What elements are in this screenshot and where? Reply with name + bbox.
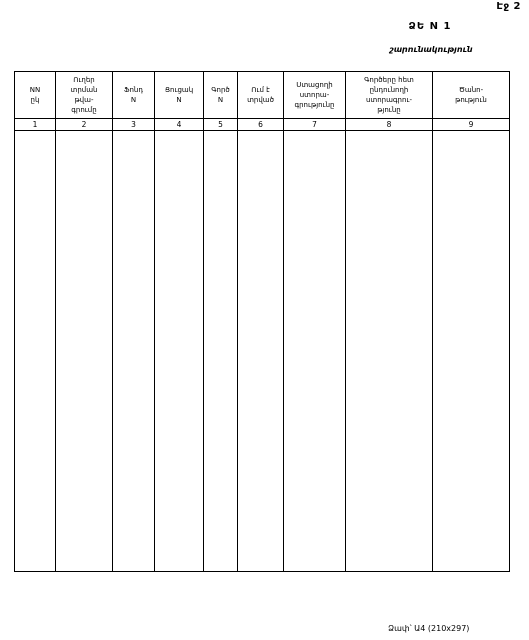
form-subtitle: շարունակություն <box>389 45 473 54</box>
column-header-issued-to: Ում է տրված <box>247 86 274 104</box>
column-header-file-number: Գործ N <box>211 86 230 104</box>
column-number: 8 <box>386 119 392 129</box>
column-number: 9 <box>468 119 474 129</box>
column-header-note: Ծանո- թություն <box>455 86 487 104</box>
column-number: 6 <box>258 119 263 129</box>
register-table <box>14 71 510 572</box>
column-header-recipient-signature: Ստացողի ստորա- գրությունը <box>294 81 335 109</box>
column-header-return-signature: Գործերը հետ ընդունողի ստորագրու- թյունը <box>364 76 414 114</box>
column-number: 7 <box>312 119 317 129</box>
column-header-fund-number: Ֆոնդ N <box>123 86 144 104</box>
page-number: Էջ 2 <box>496 1 521 12</box>
column-header-issue-date: Ուղեր տրման թվա- գրումը <box>70 76 98 114</box>
column-number: 3 <box>131 119 136 129</box>
column-number: 5 <box>218 119 223 129</box>
form-number: ՁԵ N 1 <box>408 21 452 32</box>
column-header-list-number: Ցուցակ N <box>164 86 194 104</box>
column-number: 2 <box>81 119 87 129</box>
format-note: Ձափ՝ Ա4 (210x297) <box>388 624 470 633</box>
column-number: 1 <box>32 119 38 129</box>
column-number: 4 <box>176 119 182 129</box>
column-header-row-number: NN ըկ <box>29 86 41 104</box>
